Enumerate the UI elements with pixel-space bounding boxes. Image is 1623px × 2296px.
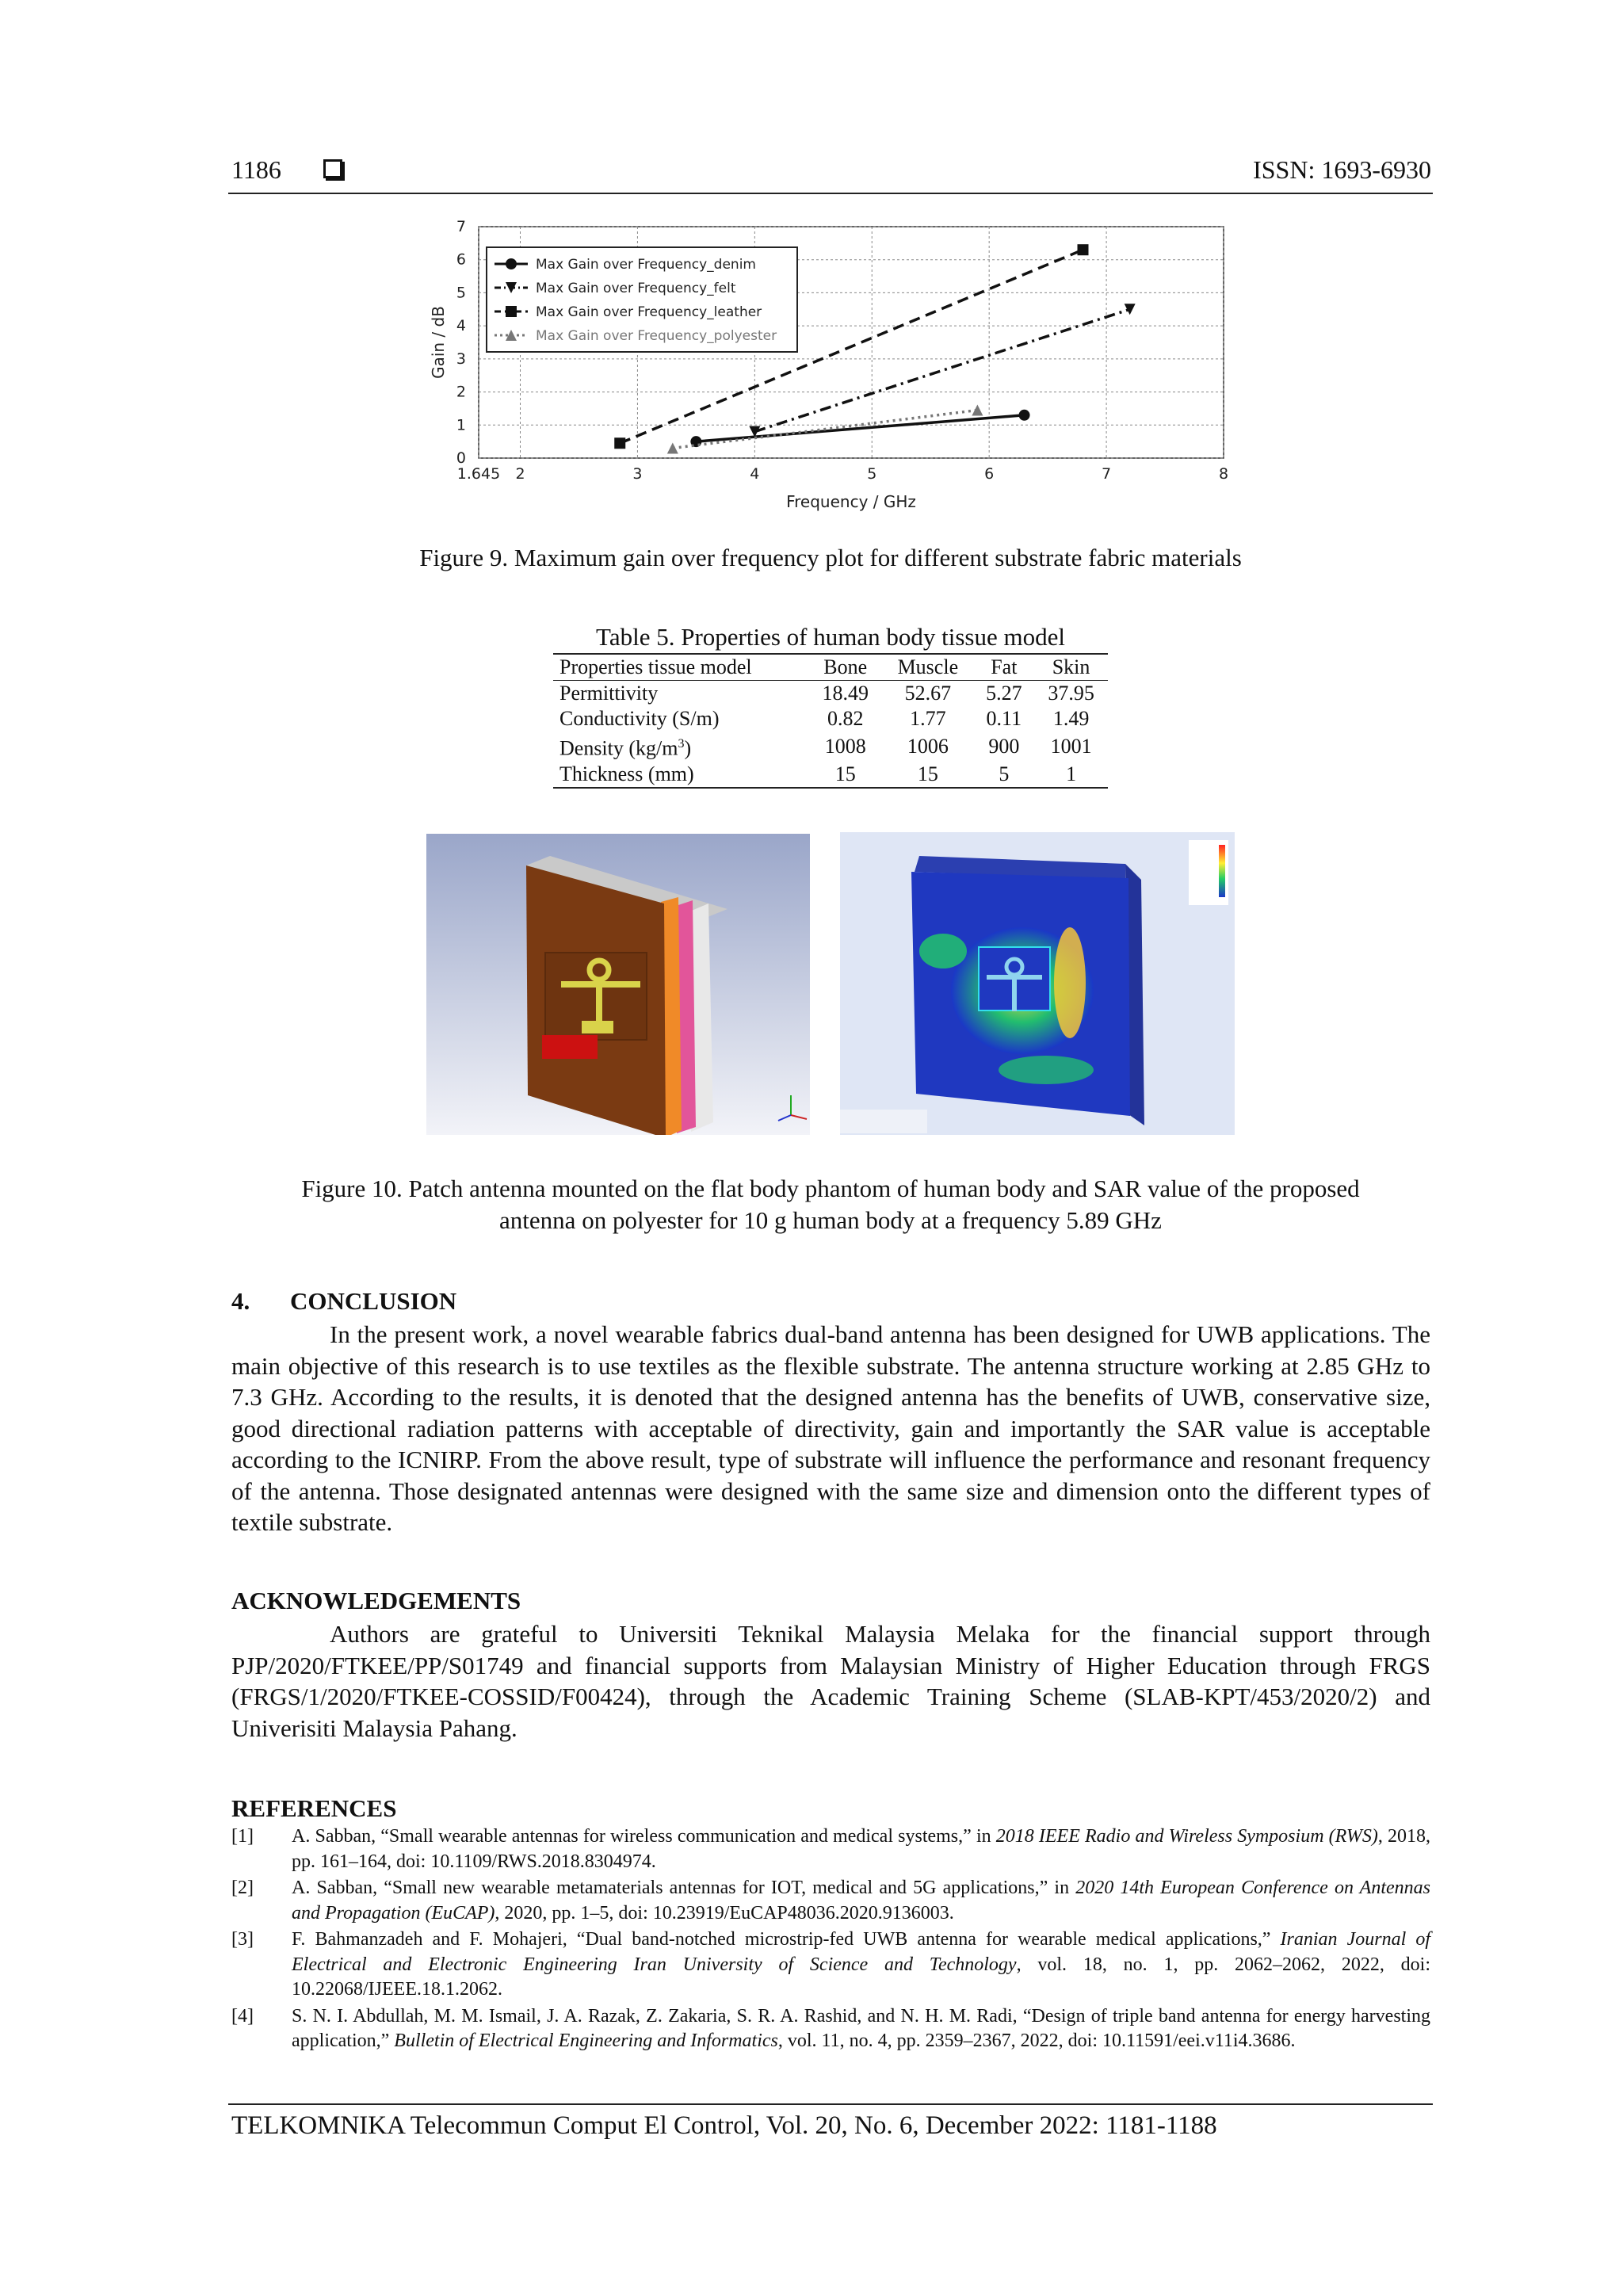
table-cell: 0.82 (827, 707, 864, 730)
table-cell: 5 (999, 762, 1010, 785)
legend-label: Max Gain over Frequency_polyester (536, 328, 777, 344)
figure10-caption-line2: antenna on polyester for 10 g human body at a frequency 5.89 GHz (499, 1206, 1162, 1234)
x-tick-label: 3 (632, 465, 643, 483)
section-number: 4. (231, 1287, 250, 1315)
phantom-antenna-image (426, 834, 810, 1135)
y-tick-label: 3 (456, 350, 466, 368)
table-cell: 52.67 (904, 682, 952, 705)
x-tick-label: 2 (515, 465, 525, 483)
x-tick-label: 7 (1102, 465, 1112, 483)
reference-text: S. N. I. Abdullah, M. M. Ismail, J. A. Razak, Z. Zakaria, S. R. A. Rashid, and N. H. M. Radi, “Design of triple band antenna for energy harvesting application,” (292, 2005, 1430, 2051)
table-cell: Permittivity (559, 682, 659, 705)
data-point (506, 258, 517, 269)
table-cell: 1006 (907, 734, 949, 758)
gain-frequency-chart (425, 212, 1241, 521)
y-tick-label: 1 (456, 416, 466, 434)
reference-details: , 2018, pp. 161–164, doi: 10.1109/RWS.2018.8304974. (292, 1826, 1431, 1872)
page-footer: TELKOMNIKA Telecommun Comput El Control, Vol. 20, No. 6, December 2022: 1181-1188 (231, 2111, 1217, 2140)
reference-text: A. Sabban, “Small wearable antennas for wireless communication and medical systems,” in (292, 1826, 996, 1847)
data-point (1078, 244, 1089, 255)
reference-item (231, 2004, 1430, 2054)
figure9-caption: Figure 9. Maximum gain over frequency plot for different substrate fabric materials (419, 544, 1242, 571)
data-point (506, 306, 517, 317)
table-cell: 15 (917, 762, 938, 785)
reference-venue: Iranian Journal of Electrical and Electronic Engineering Iran University of Science and Technology (292, 1929, 1431, 1975)
y-tick-label: 2 (456, 383, 466, 401)
reference-text: A. Sabban, “Small new wearable metamaterials antennas for IOT, medical and 5G applications,” in (292, 1878, 1076, 1898)
table-cell: 1.77 (910, 707, 946, 730)
y-tick-label: 4 (456, 317, 466, 335)
y-tick-label: 5 (456, 284, 466, 302)
data-point (1019, 410, 1030, 421)
table-cell: 5.27 (986, 682, 1022, 705)
x-tick-label: 4 (750, 465, 760, 483)
reference-venue: Bulletin of Electrical Engineering and Informatics (394, 2030, 778, 2051)
reference-details: , vol. 11, no. 4, pp. 2359–2367, 2022, doi: 10.11591/eei.v11i4.3686. (777, 2030, 1296, 2051)
table-row (553, 762, 1108, 788)
y-tick-label: 6 (456, 250, 466, 269)
legend-label: Max Gain over Frequency_felt (536, 281, 736, 296)
reference-venue: 2020 14th European Conference on Antennas and Propagation (EuCAP) (292, 1878, 1430, 1924)
table5 (553, 623, 1108, 789)
reference-details: , 2020, pp. 1–5, doi: 10.23919/EuCAP48036.2020.9136003. (495, 1902, 954, 1924)
table5-grid (553, 655, 1108, 789)
table-cell: 0.11 (986, 707, 1022, 730)
y-tick-label: 7 (456, 218, 466, 235)
reference-item (231, 1876, 1430, 1926)
reference-details: , vol. 18, no. 1, pp. 2062–2062, 2022, doi: 10.22068/IJEEE.18.1.2062. (292, 1954, 1430, 2000)
table-cell: 37.95 (1048, 682, 1094, 705)
table5-title: Table 5. Properties of human body tissue model (553, 623, 1108, 655)
page-number: 1186 (231, 155, 281, 184)
footer-rule (228, 2103, 1433, 2105)
figure10-caption (228, 1173, 1433, 1236)
x-axis-label: Frequency / GHz (786, 492, 916, 511)
table-row (553, 681, 1108, 707)
legend-label: Max Gain over Frequency_denim (536, 257, 756, 273)
table-cell: Conductivity (S/m) (559, 707, 720, 730)
acknowledgements-text: Authors are grateful to Universiti Teknikal Malaysia Melaka for the financial support through PJP/2020/FTKEE/PP/S01749 and financial supports from Malaysian Ministry of Higher Education through FRGS (FRGS/1/2020/FTKEE-COSSID/F00424), through the Academic Training Scheme (SLAB-KPT/453/2020/2) and Univerisiti Malaysia Pahang. (231, 1620, 1430, 1742)
y-tick-label: 0 (456, 449, 466, 467)
table-cell: Density $(kg/m^3)$ (559, 736, 692, 760)
table-header: Fat (991, 655, 1018, 678)
table-cell: 1 (1066, 762, 1077, 785)
table-cell: 15 (834, 762, 856, 785)
table-header: Muscle (897, 655, 959, 678)
table-header: Skin (1052, 655, 1090, 678)
x-tick-label: 6 (984, 465, 995, 483)
reference-number: [1] (231, 1826, 254, 1847)
reference-number: [3] (231, 1929, 254, 1950)
table-cell: 18.49 (822, 682, 869, 705)
table-cell: 1008 (824, 734, 866, 758)
reference-item (231, 1824, 1430, 1874)
conclusion-paragraph (231, 1319, 1430, 1538)
reference-venue: 2018 IEEE Radio and Wireless Symposium (RWS) (995, 1826, 1378, 1847)
acknowledgements-heading: ACKNOWLEDGEMENTS (231, 1587, 521, 1614)
references-list (231, 1824, 1430, 2056)
conclusion-text: In the present work, a novel wearable fabrics dual-band antenna has been designed for UWB applications. The main objective of this research is to use textiles as the flexible substrate. The antenna structure working at 2.85 GHz to 7.3 GHz. According to the results, it is denoted that the designed antenna has the benefits of UWB, conservative size, good directional radiation patterns with acceptable of directivity, gain and importantly the SAR value is acceptable according to the ICNIRP. From the above result, type of substrate will influence the performance and resonant frequency of the antenna. Those designated antennas were designed with the same size and dimension onto the different types of textile substrate. (231, 1320, 1430, 1536)
table-cell: 1.49 (1052, 707, 1090, 730)
table-cell: 1001 (1050, 734, 1092, 758)
legend-label: Max Gain over Frequency_leather (536, 304, 762, 320)
table-header: Bone (823, 655, 868, 678)
table-row (553, 732, 1108, 762)
issn: ISSN: 1693-6930 (1253, 155, 1431, 184)
reference-number: [2] (231, 1878, 254, 1898)
box-bullet-icon (323, 159, 342, 178)
reference-item (231, 1927, 1430, 2003)
references-heading: REFERENCES (231, 1794, 397, 1822)
reference-number: [4] (231, 2005, 254, 2027)
x-tick-label: 1.645 (456, 465, 501, 483)
table-row (553, 706, 1108, 732)
x-tick-label: 5 (867, 465, 877, 483)
acknowledgements-paragraph (231, 1618, 1430, 1744)
conclusion-heading: CONCLUSION (290, 1287, 457, 1315)
y-axis-label: Gain / dB (429, 306, 448, 379)
x-tick-label: 8 (1218, 465, 1229, 483)
header-rule (228, 193, 1433, 194)
table-header: Properties tissue model (559, 655, 752, 678)
data-point (614, 437, 625, 449)
figure10-caption-line1: Figure 10. Patch antenna mounted on the flat body phantom of human body and SAR value of the proposed (301, 1175, 1360, 1202)
table-cell: 900 (988, 734, 1020, 758)
reference-text: F. Bahmanzadeh and F. Mohajeri, “Dual band-notched microstrip-fed UWB antenna for wearable medical applications,” (292, 1929, 1281, 1950)
table-cell: Thickness (mm) (559, 762, 694, 785)
sar-distribution-image (840, 832, 1235, 1135)
